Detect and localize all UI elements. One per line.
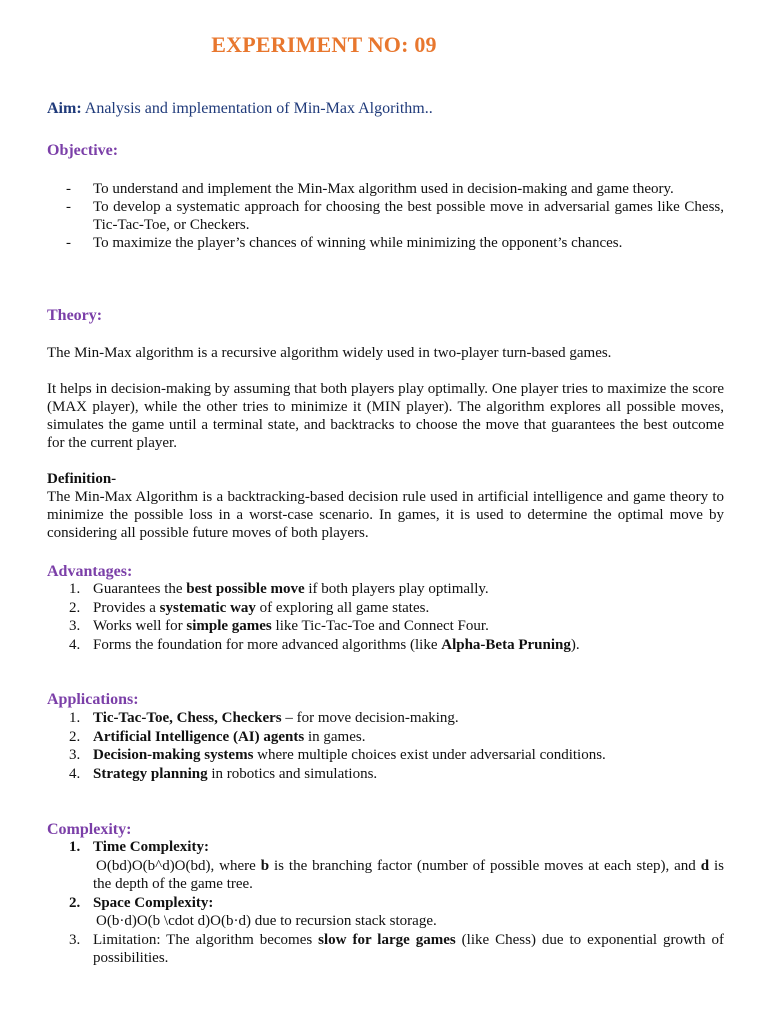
complexity-item-limitation: 3. Limitation: The algorithm becomes slow for large games (like Chess) due to exponential growth of possibilities. <box>69 931 724 966</box>
advantages-list <box>66 580 724 654</box>
aim-line <box>47 99 433 119</box>
complexity-item-space: 2. Space Complexity: O(b·d)O(b \cdot d)O(b·d) due to recursion stack storage. <box>66 894 724 931</box>
objective-item: - To maximize the player’s chances of winning while minimizing the opponent’s chances. <box>66 235 623 251</box>
advantage-item: 1. Guarantees the best possible move if both players play optimally. <box>69 581 489 597</box>
space-complexity-label: Space Complexity: <box>93 894 214 911</box>
application-item: 1. Tic-Tac-Toe, Chess, Checkers – for move decision-making. <box>69 710 459 726</box>
theory-heading: Theory: <box>47 307 103 324</box>
objective-heading: Objective: <box>47 142 119 159</box>
advantage-item: 3. Works well for simple games like Tic-Tac-Toe and Connect Four. <box>69 618 489 634</box>
objective-item: - To develop a systematic approach for choosing the best possible move in adversarial games like Chess, Tic-Tac-Toe, or Checkers. <box>66 199 724 233</box>
objective-list <box>66 180 724 252</box>
experiment-title: EXPERIMENT NO: 09 <box>211 32 437 57</box>
aim-text: Analysis and implementation of Min-Max Algorithm.. <box>81 100 433 117</box>
definition-block <box>47 470 724 542</box>
advantage-item: 4. Forms the foundation for more advanced algorithms (like Alpha-Beta Pruning). <box>69 636 580 653</box>
definition-text: The Min-Max Algorithm is a backtracking-based decision rule used in artificial intelligence and game theory to minimize the possible loss in a worst-case scenario. In games, it is used to determine the optimal move by considering all possible future moves of both players. <box>47 489 724 541</box>
application-item: 2. Artificial Intelligence (AI) agents in games. <box>69 728 366 745</box>
advantages-heading: Advantages: <box>47 563 133 580</box>
application-item: 3. Decision-making systems where multiple choices exist under adversarial conditions. <box>69 747 606 763</box>
complexity-heading: Complexity: <box>47 821 132 838</box>
time-complexity-label: Time Complexity: <box>93 839 209 855</box>
applications-heading: Applications: <box>47 691 139 708</box>
aim-label: Aim: <box>47 100 82 117</box>
complexity-item-time: 1. Time Complexity: O(bd)O(b^d)O(bd), where b is the branching factor (number of possible moves at each step), and d is the depth of the game tree. <box>69 839 724 892</box>
space-complexity-text: O(b·d)O(b \cdot d)O(b·d) due to recursion stack storage. <box>96 913 437 929</box>
complexity-list <box>66 838 724 968</box>
definition-label: Definition- <box>47 471 117 487</box>
theory-paragraph-1: The Min-Max algorithm is a recursive algorithm widely used in two-player turn-based games. <box>47 345 612 361</box>
applications-list <box>66 709 724 783</box>
application-item: 4. Strategy planning in robotics and simulations. <box>69 765 378 782</box>
theory-paragraph-2: It helps in decision-making by assuming that both players play optimally. One player tries to maximize the score (MAX player), while the other tries to minimize it (MIN player). The algorithm explores all possible moves, simulates the game until a terminal state, and backtracks to choose the move that guarantees the best outcome for the current player. <box>47 381 724 451</box>
advantage-item: 2. Provides a systematic way of exploring all game states. <box>69 599 430 616</box>
objective-item: - To understand and implement the Min-Max algorithm used in decision-making and game theory. <box>66 181 674 197</box>
